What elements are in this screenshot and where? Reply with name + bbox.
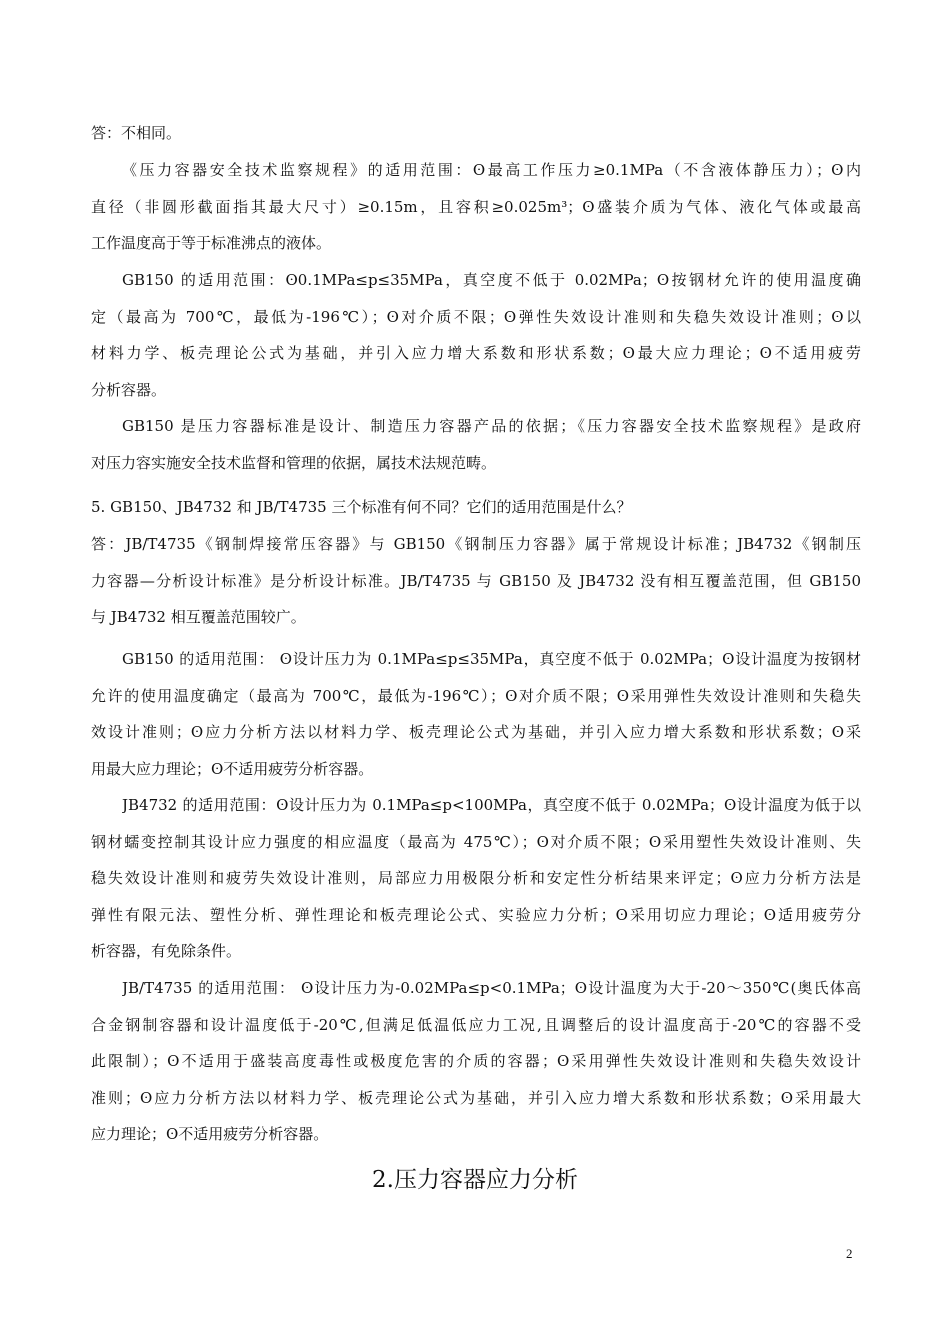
text-line: 分析容器。 (91, 380, 167, 399)
text-line: 应力理论；ʘ不适用疲劳分析容器。 (91, 1125, 329, 1143)
text-line: 答：JB/T4735《钢制焊接常压容器》与 GB150《钢制压力容器》属于常规设计标准；JB4732《钢制压 (91, 535, 861, 553)
text-line: 与 JB4732 相互覆盖范围较广。 (91, 608, 306, 626)
text-line: 定（最高为 700℃，最低为-196℃）；ʘ对介质不限；ʘ弹性失效设计准则和失稳失效设计准则；ʘ以 (91, 307, 861, 326)
text-line: 效设计准则；ʘ应力分析方法以材料力学、板壳理论公式为基础，并引入应力增大系数和形状系数；ʘ采 (91, 723, 861, 741)
text-line: 析容器，有免除条件。 (91, 942, 242, 960)
text-line: JB/T4735 的适用范围： ʘ设计压力为-0.02MPa≤p<0.1MPa；ʘ设计温度为大于-20～350℃(奥氏体高 (122, 979, 861, 997)
paragraph-answer-5 (91, 526, 861, 636)
text-line: 用最大应力理论；ʘ不适用疲劳分析容器。 (91, 759, 374, 778)
paragraph-answer-4-intro (91, 115, 861, 152)
paragraph-gb150-basis (91, 408, 861, 481)
text-line: 直径（非圆形截面指其最大尺寸）≥0.15m，且容积≥0.025m³；ʘ盛装介质为气体、液化气体或最高 (91, 197, 861, 216)
text-line: 钢材蠕变控制其设计应力强度的相应温度（最高为 475℃）；ʘ对介质不限；ʘ采用塑性失效设计准则、失 (91, 832, 861, 851)
paragraph-gb150-scope-2 (91, 641, 861, 787)
text-line: 允许的使用温度确定（最高为 700℃，最低为-196℃）；ʘ对介质不限；ʘ采用弹性失效设计准则和失稳失 (91, 686, 861, 705)
text-line: 对压力容实施安全技术监督和管理的依据，属技术法规范畴。 (91, 453, 497, 472)
paragraph-jb4732-scope (91, 787, 861, 970)
text-line: JB4732 的适用范围：ʘ设计压力为 0.1MPa≤p<100MPa，真空度不低于 0.02MPa；ʘ设计温度为低于以 (122, 796, 861, 814)
text-line: 合金钢制容器和设计温度低于-20℃,但满足低温低应力工况,且调整后的设计温度高于-20℃的容器不受 (91, 1015, 861, 1034)
text-line: 材料力学、板壳理论公式为基础，并引入应力增大系数和形状系数；ʘ最大应力理论；ʘ不适用疲劳 (91, 344, 861, 362)
text-line: 弹性有限元法、塑性分析、弹性理论和板壳理论公式、实验应力分析；ʘ采用切应力理论；ʘ适用疲劳分 (91, 905, 861, 924)
text-line: GB150 是压力容器标准是设计、制造压力容器产品的依据；《压力容器安全技术监察规程》是政府 (122, 417, 861, 435)
text-line: 稳失效设计准则和疲劳失效设计准则，局部应力用极限分析和安定性分析结果来评定；ʘ应力分析方法是 (91, 869, 861, 887)
text-line: GB150 的适用范围：ʘ0.1MPa≤p≤35MPa，真空度不低于 0.02MPa；ʘ按钢材允许的使用温度确 (122, 271, 861, 289)
text-line: 准则；ʘ应力分析方法以材料力学、板壳理论公式为基础，并引入应力增大系数和形状系数；ʘ采用最大 (91, 1088, 861, 1107)
text-line: GB150 的适用范围： ʘ设计压力为 0.1MPa≤p≤35MPa，真空度不低于 0.02MPa；ʘ设计温度为按钢材 (122, 650, 861, 668)
section-heading: 2.压力容器应力分析 (372, 1167, 578, 1193)
page-number: 2 (846, 1246, 853, 1261)
text-line: 此限制）；ʘ不适用于盛装高度毒性或极度危害的介质的容器；ʘ采用弹性失效设计准则和失稳失效设计 (91, 1052, 861, 1070)
text-line: 工作温度高于等于标准沸点的液体。 (91, 234, 332, 252)
text-line: 答：不相同。 (91, 124, 182, 142)
text-line: 力容器—分析设计标准》是分析设计标准。JB/T4735 与 GB150 及 JB4732 没有相互覆盖范围，但 GB150 (91, 571, 861, 590)
paragraph-gb150-scope-1 (91, 262, 861, 408)
paragraph-jbt4735-scope (91, 970, 861, 1153)
text-line: 5. GB150、JB4732 和 JB/T4735 三个标准有何不同？它们的适用范围是什么？ (91, 498, 632, 516)
paragraph-regulation-scope (91, 152, 861, 262)
text-line: 《压力容器安全技术监察规程》的适用范围：ʘ最高工作压力≥0.1MPa（不含液体静压力）；ʘ内 (122, 161, 861, 179)
paragraph-question-5 (91, 489, 861, 526)
